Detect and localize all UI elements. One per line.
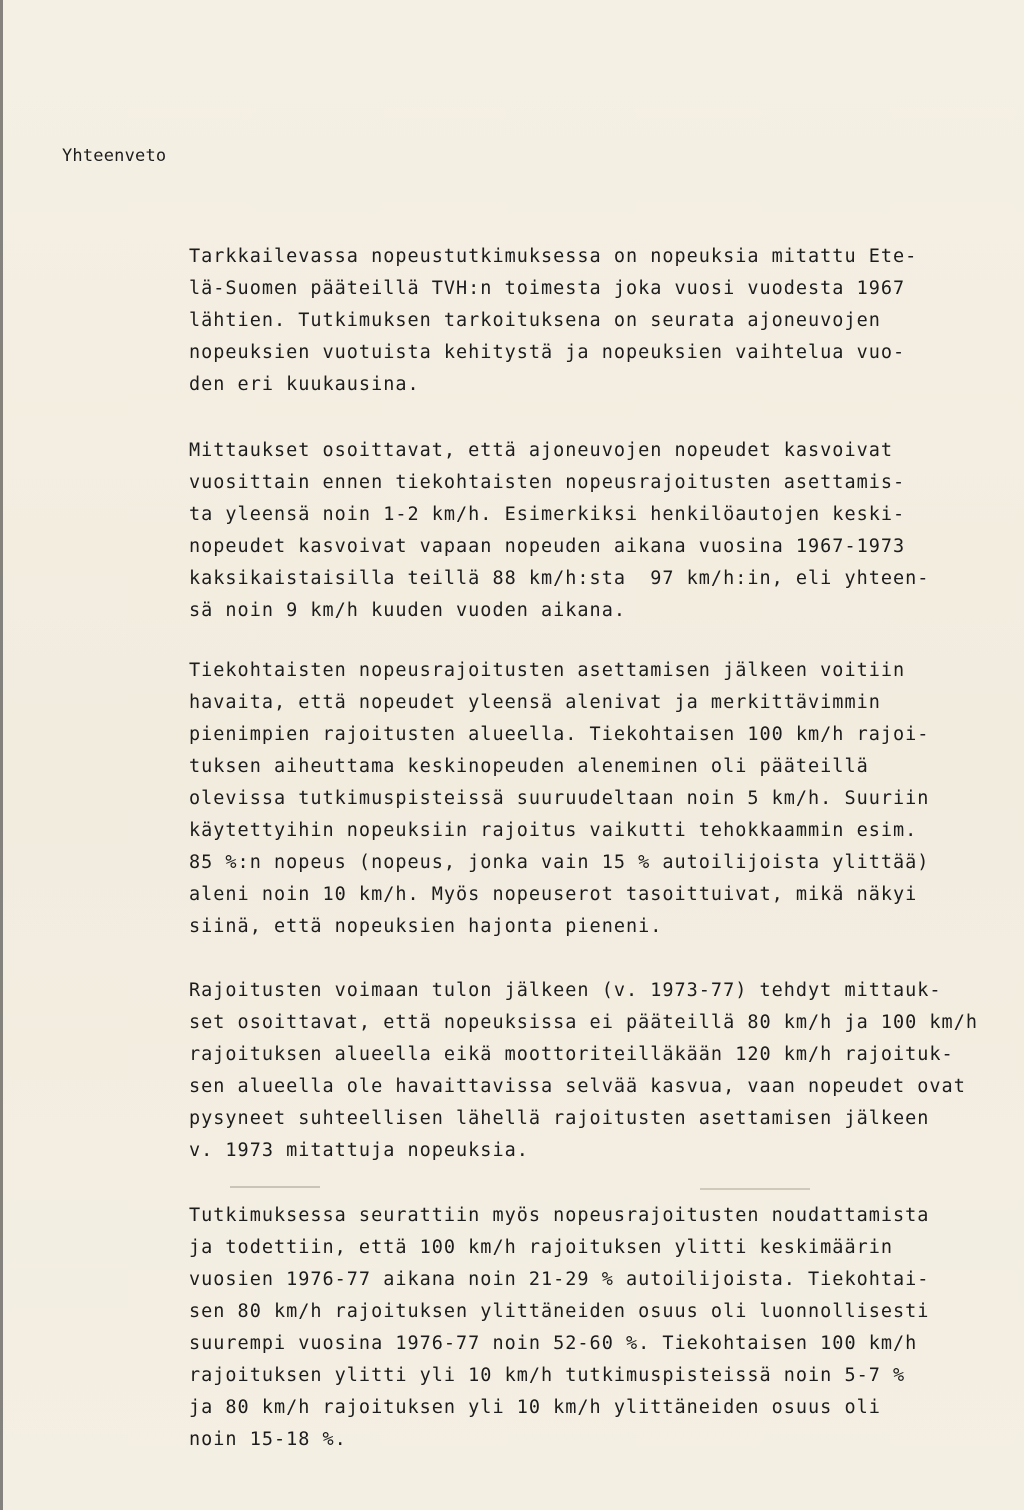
text-line: ta yleensä noin 1-2 km/h. Esimerkiksi henkilöautojen keski-	[189, 504, 906, 525]
text-line: tuksen aiheuttama keskinopeuden aleneminen oli pääteillä	[189, 756, 869, 777]
text-line: vuosien 1976-77 aikana noin 21-29 % autoilijoista. Tiekohtai-	[189, 1269, 930, 1290]
paragraph-2	[189, 435, 929, 627]
text-line: sen 80 km/h rajoituksen ylittäneiden osuus oli luonnollisesti	[189, 1301, 930, 1322]
text-line: set osoittavat, että nopeuksissa ei pääteillä 80 km/h ja 100 km/h	[189, 1012, 978, 1033]
text-line: sä noin 9 km/h kuuden vuoden aikana.	[189, 600, 626, 621]
scan-mark	[230, 1186, 320, 1188]
page-title: Yhteenveto	[62, 146, 167, 166]
text-line: pysyneet suhteellisen lähellä rajoitusten asettamisen jälkeen	[189, 1108, 930, 1129]
text-line: olevissa tutkimuspisteissä suuruudeltaan noin 5 km/h. Suuriin	[189, 788, 930, 809]
text-line: aleni noin 10 km/h. Myös nopeuserot tasoittuivat, mikä näkyi	[189, 884, 918, 905]
text-line: havaita, että nopeudet yleensä alenivat ja merkittävimmin	[189, 692, 881, 713]
paragraph-5	[189, 1200, 929, 1456]
text-line: ja todettiin, että 100 km/h rajoituksen ylitti keskimäärin	[189, 1237, 894, 1258]
scan-edge	[0, 0, 3, 1510]
text-line: Tiekohtaisten nopeusrajoitusten asettamisen jälkeen voitiin	[189, 660, 906, 681]
text-line: sen alueella ole havaittavissa selvää kasvua, vaan nopeudet ovat	[189, 1076, 966, 1097]
text-line: suurempi vuosina 1976-77 noin 52-60 %. Tiekohtaisen 100 km/h	[189, 1333, 918, 1354]
text-line: ja 80 km/h rajoituksen yli 10 km/h ylittäneiden osuus oli	[189, 1397, 881, 1418]
text-line: kaksikaistaisilla teillä 88 km/h:sta 97 km/h:in, eli yhteen-	[189, 568, 930, 589]
text-line: pienimpien rajoitusten alueella. Tiekohtaisen 100 km/h rajoi-	[189, 724, 930, 745]
text-line: nopeuksien vuotuista kehitystä ja nopeuksien vaihtelua vuo-	[189, 342, 906, 363]
text-line: rajoituksen ylitti yli 10 km/h tutkimuspisteissä noin 5-7 %	[189, 1365, 906, 1386]
paragraph-3	[189, 655, 929, 943]
text-line: lä-Suomen pääteillä TVH:n toimesta joka vuosi vuodesta 1967	[189, 278, 906, 299]
text-line: 85 %:n nopeus (nopeus, jonka vain 15 % autoilijoista ylittää)	[189, 852, 930, 873]
text-line: nopeudet kasvoivat vapaan nopeuden aikana vuosina 1967-1973	[189, 536, 906, 557]
text-line: rajoituksen alueella eikä moottoriteilläkään 120 km/h rajoituk-	[189, 1044, 954, 1065]
text-line: den eri kuukausina.	[189, 374, 420, 395]
text-line: Tarkkailevassa nopeustutkimuksessa on nopeuksia mitattu Ete-	[189, 246, 918, 267]
text-line: Rajoitusten voimaan tulon jälkeen (v. 1973-77) tehdyt mittauk-	[189, 980, 942, 1001]
scan-mark	[700, 1188, 810, 1190]
text-line: noin 15-18 %.	[189, 1429, 347, 1450]
text-line: siinä, että nopeuksien hajonta pieneni.	[189, 916, 663, 937]
text-line: lähtien. Tutkimuksen tarkoituksena on seurata ajoneuvojen	[189, 310, 881, 331]
text-line: käytettyihin nopeuksiin rajoitus vaikutti tehokkaammin esim.	[189, 820, 918, 841]
text-line: v. 1973 mitattuja nopeuksia.	[189, 1140, 529, 1161]
text-line: Tutkimuksessa seurattiin myös nopeusrajoitusten noudattamista	[189, 1205, 930, 1226]
text-line: Mittaukset osoittavat, että ajoneuvojen nopeudet kasvoivat	[189, 440, 894, 461]
paragraph-1	[189, 241, 917, 401]
text-line: vuosittain ennen tiekohtaisten nopeusrajoitusten asettamis-	[189, 472, 906, 493]
paragraph-4	[189, 975, 978, 1167]
